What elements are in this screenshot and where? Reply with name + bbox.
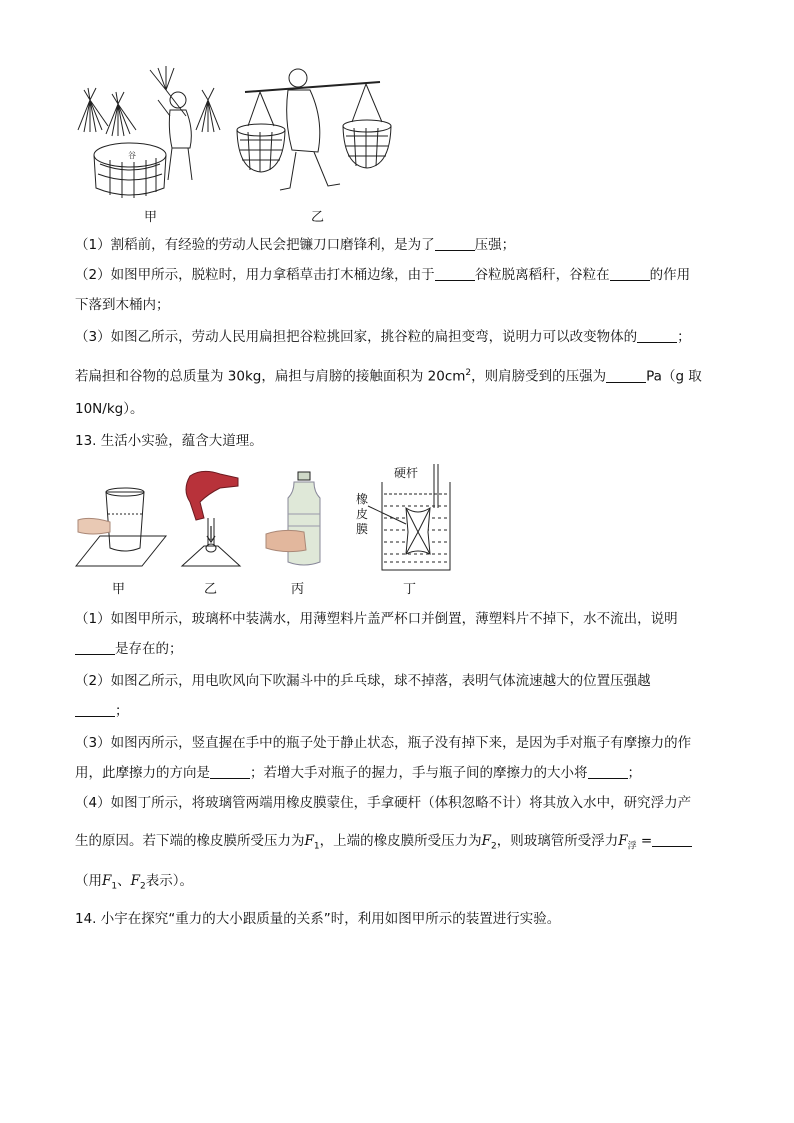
harvest-illustration bbox=[70, 60, 430, 210]
caption-yi: 乙 bbox=[204, 582, 218, 597]
basket-right bbox=[343, 120, 391, 168]
q12-part3-end: 10N/kg）。 bbox=[75, 401, 144, 417]
q13-part4: （4）如图丁所示，将玻璃管两端用橡皮膜蒙住，手拿硬杆（体积忽略不计）将其放入水中，研究浮力产 bbox=[75, 795, 692, 811]
answer-blank[interactable] bbox=[588, 764, 628, 779]
q12-part2-cont: 下落到木桶内； bbox=[75, 297, 170, 313]
figure-caption-jia: 甲 bbox=[144, 210, 158, 225]
answer-blank[interactable] bbox=[637, 328, 677, 343]
answer-blank[interactable] bbox=[652, 832, 692, 847]
bottle-in-hand-experiment bbox=[266, 472, 320, 565]
label-membrane: 橡 皮 膜 bbox=[356, 492, 369, 536]
q13-part2: （2）如图乙所示，用电吹风向下吹漏斗中的乒乓球，球不掉落，表明气体流速越大的位置压强越 bbox=[75, 673, 651, 689]
rice-sheaf-3 bbox=[196, 88, 220, 132]
answer-blank[interactable] bbox=[435, 266, 475, 281]
answer-blank[interactable] bbox=[435, 236, 475, 251]
answer-blank[interactable] bbox=[75, 702, 115, 717]
q13-part3-cont: 用，此摩擦力的方向是 ；若增大手对瓶子的握力，手与瓶子间的摩擦力的大小将 ； bbox=[75, 765, 641, 781]
caption-jia: 甲 bbox=[112, 582, 126, 597]
answer-blank[interactable] bbox=[610, 266, 650, 281]
answer-blank[interactable] bbox=[210, 764, 250, 779]
rice-sheaf-2 bbox=[106, 92, 136, 136]
basket-left bbox=[237, 124, 285, 172]
q14-stem: 14. 小宇在探究“重力的大小跟质量的关系”时，利用如图甲所示的装置进行实验。 bbox=[75, 911, 561, 927]
q13-part2-cont: ； bbox=[75, 702, 129, 720]
q13-part3: （3）如图丙所示，竖直握在手中的瓶子处于静止状态，瓶子没有掉下来，是因为手对瓶子有摩擦力的作 bbox=[75, 735, 692, 751]
q13-part1-cont: 是存在的； bbox=[75, 640, 183, 658]
label-rod: 硬杆 bbox=[394, 466, 419, 480]
q12-part1: （1）割稻前，有经验的劳动人民会把镰刀口磨锋利，是为了 压强； bbox=[75, 237, 516, 253]
caption-bing: 丙 bbox=[291, 582, 305, 597]
q12-part3-cont: 若扁担和谷物的总质量为 30kg，扁担与肩膀的接触面积为 $20cm^2$，则肩膀受到的压强为 Pa（g 取 bbox=[75, 368, 702, 385]
hairdryer-funnel-experiment bbox=[182, 471, 240, 566]
figure-harvest bbox=[70, 60, 430, 210]
q13-part4-cont: 生的原因。若下端的橡皮膜所受压力为$F_1$，上端的橡皮膜所受压力为$F_2$，则玻璃管所受浮力$F_浮$ = bbox=[75, 832, 692, 856]
basket-mark: 谷 bbox=[128, 151, 136, 160]
figure-caption-yi: 乙 bbox=[311, 210, 325, 225]
inverted-cup-experiment bbox=[76, 488, 166, 566]
answer-blank[interactable] bbox=[606, 368, 646, 383]
q12-part2: （2）如图甲所示，脱粒时，用力拿稻草击打木桶边缘，由于 谷粒脱离稻秆，谷粒在 的作用 bbox=[75, 267, 691, 283]
rice-sheaf-1 bbox=[78, 88, 108, 132]
q13-part1: （1）如图甲所示，玻璃杯中装满水，用薄塑料片盖严杯口并倒置，薄塑料片不掉下，水不流出，说明 bbox=[75, 611, 678, 627]
q12-part3: （3）如图乙所示，劳动人民用扁担把谷粒挑回家，挑谷粒的扁担变弯，说明力可以改变物体的 ； bbox=[75, 329, 691, 345]
carrier-figure bbox=[245, 69, 382, 190]
q13-title: 13. 生活小实验，蕴含大道理。 bbox=[75, 433, 263, 449]
answer-blank[interactable] bbox=[75, 640, 115, 655]
caption-ding: 丁 bbox=[403, 582, 417, 597]
q13-part4-end: （用$F_1$、$F_2$表示）。 bbox=[75, 873, 193, 892]
